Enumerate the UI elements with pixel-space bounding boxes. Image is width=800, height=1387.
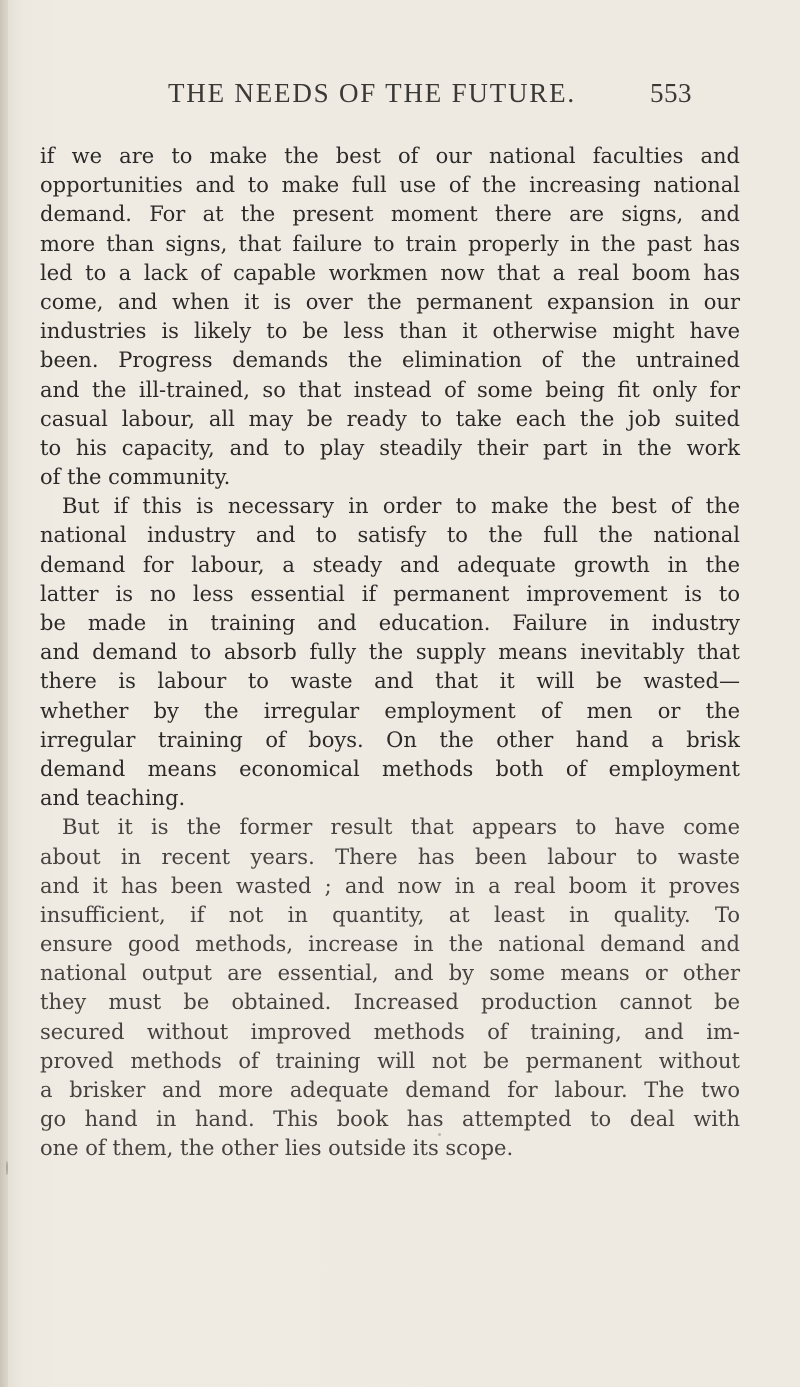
paper-speck xyxy=(6,1161,8,1175)
page-header xyxy=(0,78,800,118)
text-line: if we are to make the best of our national faculties and xyxy=(40,144,740,168)
text-line: whether by the irregular employment of men or the xyxy=(40,698,740,723)
text-line: about in recent years. There has been labour to waste xyxy=(40,844,740,869)
paragraph-3 xyxy=(40,813,740,1163)
text-line: come, and when it is over the permanent expansion in our xyxy=(40,289,740,314)
text-line: demand. For at the present moment there are signs, and xyxy=(40,202,740,227)
text-line: more than signs, that failure to train properly in the past has xyxy=(40,231,740,256)
text-line: industries is likely to be less than it otherwise might have xyxy=(40,319,740,344)
text-line: irregular training of boys. On the other hand a brisk xyxy=(40,727,740,752)
body-text xyxy=(40,142,740,1164)
text-line: there is labour to waste and that it will be wasted— xyxy=(40,669,740,694)
text-line: they must be obtained. Increased production cannot be xyxy=(40,990,740,1015)
text-line: a brisker and more adequate demand for labour. The two xyxy=(40,1078,740,1102)
text-line: ensure good methods, increase in the national demand and xyxy=(40,932,740,957)
text-line: led to a lack of capable workmen now that a real boom has xyxy=(40,260,740,285)
text-line: But it is the former result that appears to have come xyxy=(62,815,740,840)
text-line: But if this is necessary in order to make the best of the xyxy=(62,494,740,519)
text-line: proved methods of training will not be permanent without xyxy=(40,1048,740,1073)
text-line: demand for labour, a steady and adequate growth in the xyxy=(40,552,740,577)
text-line: of the community. xyxy=(40,465,231,490)
text-line: and teaching. xyxy=(40,786,186,811)
text-line: to his capacity, and to play steadily their part in the work xyxy=(40,435,740,460)
page-number: 553 xyxy=(650,78,692,108)
paragraph-1 xyxy=(40,142,740,492)
text-line: secured without improved methods of training, and im- xyxy=(40,1019,740,1044)
text-line: demand means economical methods both of employment xyxy=(40,756,740,781)
paragraph-2 xyxy=(40,492,740,813)
text-line: and the ill-trained, so that instead of some being fit only for xyxy=(40,377,740,402)
paper-speck xyxy=(308,383,311,387)
running-head: THE NEEDS OF THE FUTURE. xyxy=(168,78,576,108)
text-line: opportunities and to make full use of the increasing national xyxy=(40,173,740,198)
text-line: been. Progress demands the elimination of the untrained xyxy=(40,348,740,373)
text-line: and it has been wasted ; and now in a real boom it proves xyxy=(40,873,740,898)
text-line: be made in training and education. Failure in industry xyxy=(40,611,740,635)
text-line: latter is no less essential if permanent improvement is to xyxy=(40,581,740,606)
text-line: national industry and to satisfy to the full the national xyxy=(40,523,740,548)
paper-speck xyxy=(438,1133,441,1136)
page-gutter-edge xyxy=(0,0,8,1387)
text-line: national output are essential, and by some means or other xyxy=(40,961,740,986)
text-line: go hand in hand. This book has attempted to deal with xyxy=(40,1107,740,1132)
text-line: casual labour, all may be ready to take each the job suited xyxy=(40,406,740,431)
text-line: insufficient, if not in quantity, at least in quality. To xyxy=(40,902,740,927)
text-line: and demand to absorb fully the supply means inevitably that xyxy=(40,640,740,665)
text-line: one of them, the other lies outside its scope. xyxy=(40,1136,514,1161)
